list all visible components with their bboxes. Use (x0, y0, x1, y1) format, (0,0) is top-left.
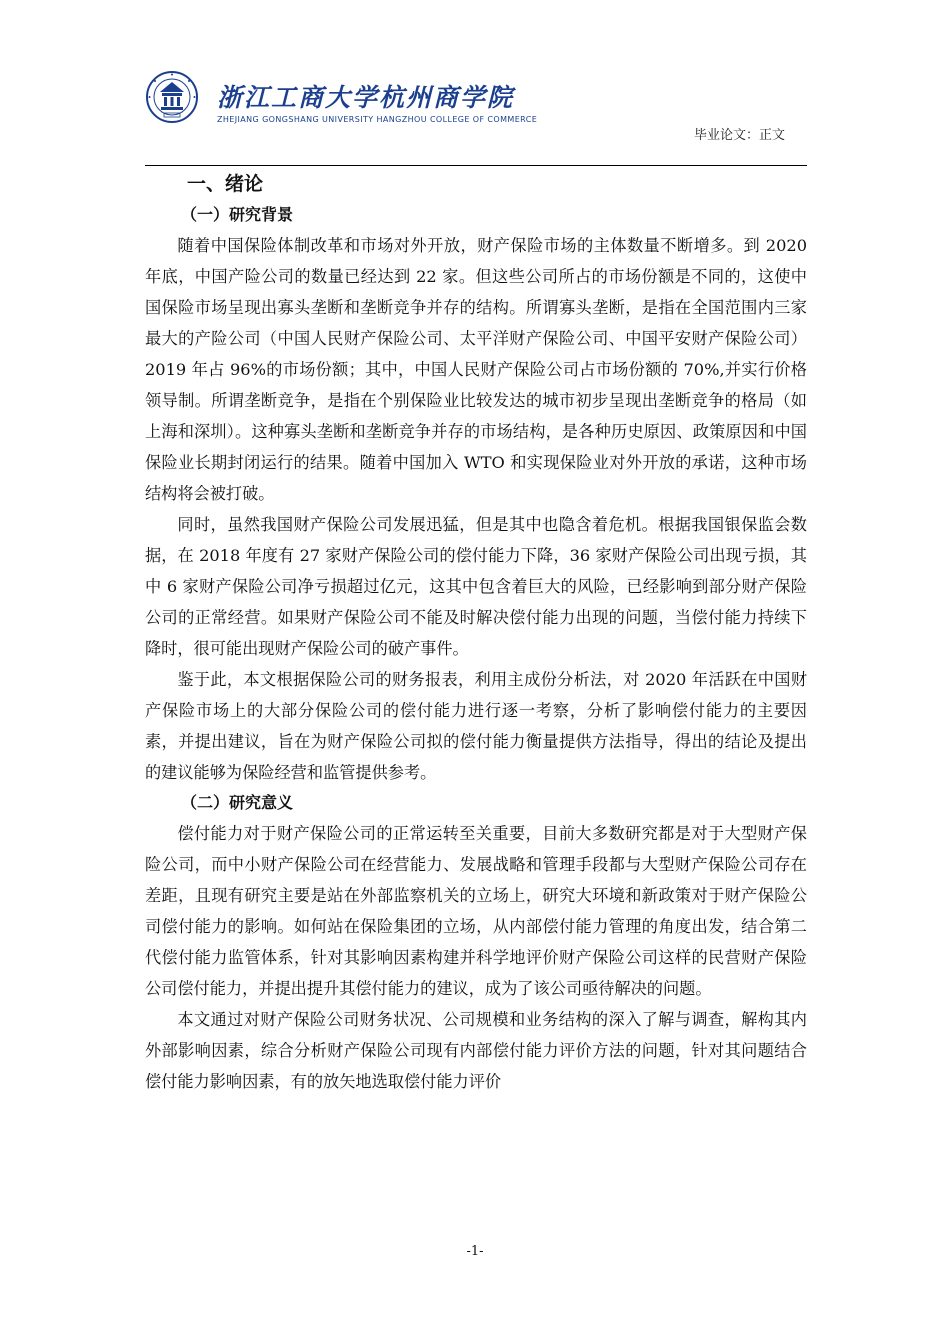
paragraph: 偿付能力对于财产保险公司的正常运转至关重要，目前大多数研究都是对于大型财产保险公司，而中小财产保险公司在经营能力、发展战略和管理手段都与大型财产保险公司存在差距，且现有研究主要是站在外部监察机关的立场上，研究大环境和新政策对于财产保险公司偿付能力的影响。如何站在保险集团的立场，从内部偿付能力管理的角度出发，结合第二代偿付能力监管体系，针对其影响因素构建并科学地评价财产保险公司这样的民营财产保险公司偿付能力，并提出提升其偿付能力的建议，成为了该公司亟待解决的问题。 (145, 824, 807, 998)
page-header (145, 62, 807, 166)
paragraph: 同时，虽然我国财产保险公司发展迅猛，但是其中也隐含着危机。根据我国银保监会数据，在 2018 年度有 27 家财产保险公司的偿付能力下降，36 家财产保险公司出现亏损，其中 6 家财产保险公司净亏损超过亿元，这其中包含着巨大的风险，已经影响到部分财产保险公司的正常经营。如果财产保险公司不能及时解决偿付能力出现的问题，当偿付能力持续下降时，很可能出现财产保险公司的破产事件。 (145, 515, 807, 658)
logo-english-name: ZHEJIANG GONGSHANG UNIVERSITY HANGZHOU COLLEGE OF COMMERCE (217, 115, 538, 124)
section-heading-significance: （二）研究意义 (181, 793, 294, 812)
paragraph: 鉴于此，本文根据保险公司的财务报表，利用主成份分析法，对 2020 年活跃在中国财产保险市场上的大部分保险公司的偿付能力进行逐一考察，分析了影响偿付能力的主要因素，并提出建议，旨在为财产保险公司拟的偿付能力衡量提供方法指导，得出的结论及提出的建议能够为保险经营和监管提供参考。 (145, 670, 807, 782)
logo-chinese-name: 浙江工商大学杭州商学院 (217, 83, 515, 112)
page-body (145, 168, 807, 1097)
chapter-heading: 一、绪论 (187, 173, 264, 195)
section-heading-background: （一）研究背景 (181, 205, 294, 224)
university-seal-icon (145, 70, 199, 124)
header-label: 毕业论文：正文 (693, 128, 785, 143)
university-logo (217, 84, 537, 124)
paragraph: 本文通过对财产保险公司财务状况、公司规模和业务结构的深入了解与调查，解构其内外部影响因素，综合分析财产保险公司现有内部偿付能力评价方法的问题，针对其问题结合偿付能力影响因素，有的放矢地选取偿付能力评价 (145, 1010, 807, 1091)
page-number: -1- (466, 1244, 484, 1259)
paragraph: 随着中国保险体制改革和市场对外开放，财产保险市场的主体数量不断增多。到 2020 年底，中国产险公司的数量已经达到 22 家。但这些公司所占的市场份额是不同的，这使中国保险市场呈现出寡头垄断和垄断竞争并存的结构。所谓寡头垄断，是指在全国范围内三家最大的产险公司（中国人民财产保险公司、太平洋财产保险公司、中国平安财产保险公司）2019 年占 96%的市场份额；其中，中国人民财产保险公司占市场份额的 70%,并实行价格领导制。所谓垄断竞争，是指在个别保险业比较发达的城市初步呈现出垄断竞争的格局（如上海和深圳）。这种寡头垄断和垄断竞争并存的市场结构，是各种历史原因、政策原因和中国保险业长期封闭运行的结果。随着中国加入 WTO 和实现保险业对外开放的承诺，这种市场结构将会被打破。 (145, 236, 807, 503)
header-divider (145, 165, 807, 166)
